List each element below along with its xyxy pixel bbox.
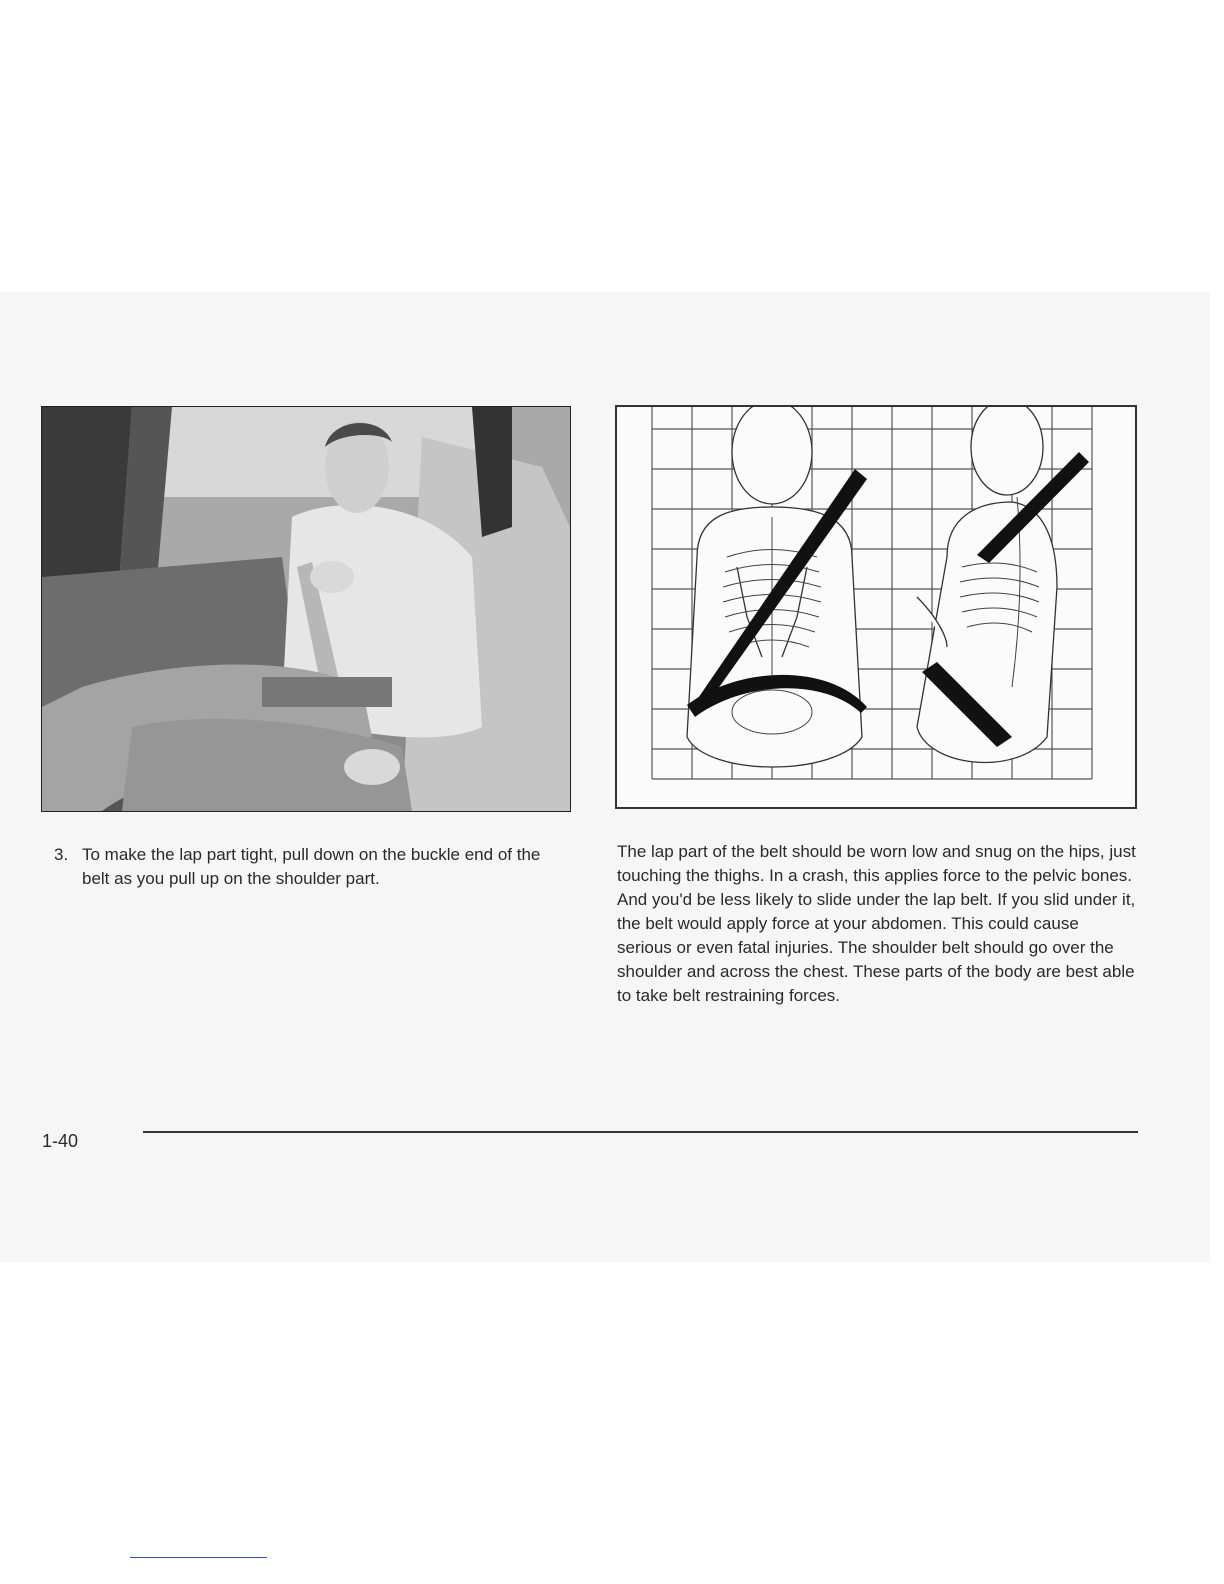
belt-position-skeleton-diagram xyxy=(615,405,1137,809)
step-text: To make the lap part tight, pull down on the buckle end of the belt as you pull up on the shoulder part. xyxy=(82,845,541,888)
lap-belt-explanation: The lap part of the belt should be worn low and snug on the hips, just touching the thighs. In a crash, this applies force to the pelvic bones. And you'd be less likely to slide under the lap belt. If you slid under it, the belt would apply force at your abdomen. This could cause serious or even fatal injuries. The shoulder belt should go over the shoulder and across the chest. These parts of the body are best able to take belt restraining forces. xyxy=(617,842,1136,1005)
page-number: 1-40 xyxy=(42,1131,79,1151)
step-number: 3. xyxy=(54,845,69,864)
belt-tightening-illustration xyxy=(41,406,571,812)
footer-rule xyxy=(143,1131,1138,1133)
bottom-link-rule xyxy=(130,1557,267,1558)
